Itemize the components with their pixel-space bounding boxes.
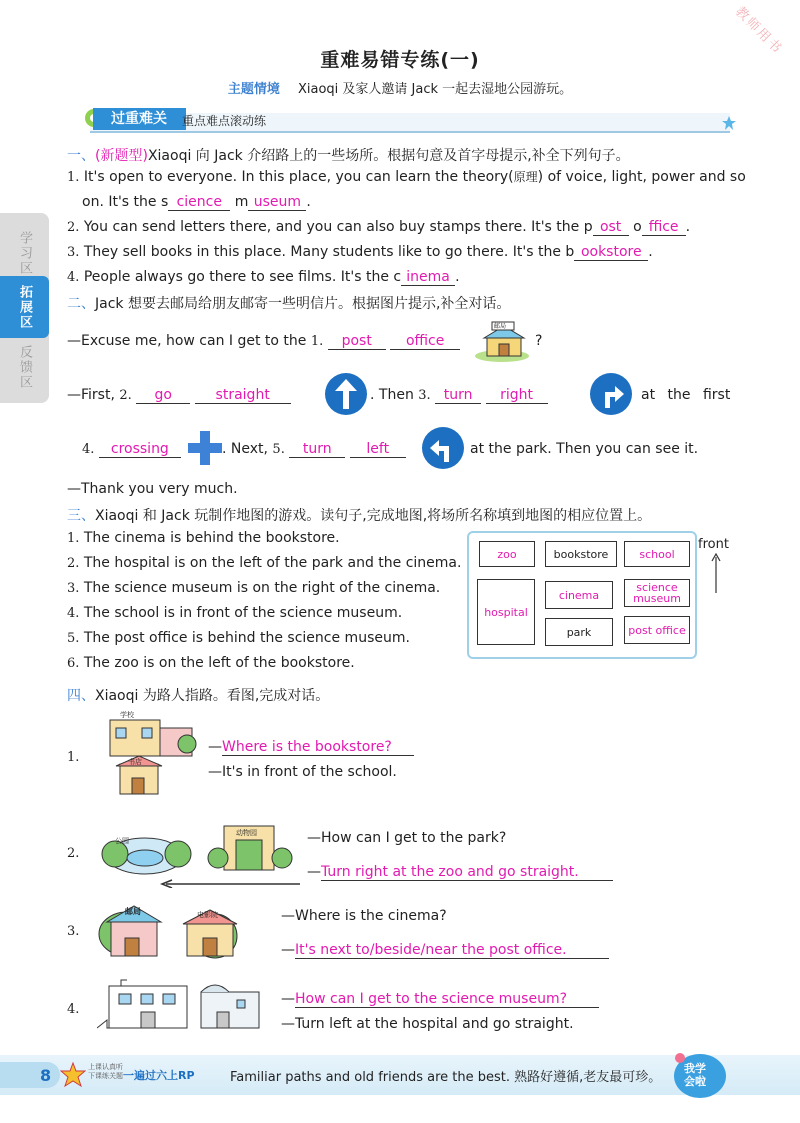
- section-number: 一、: [67, 148, 95, 164]
- s1-question-3: [67, 243, 653, 262]
- text: —Excuse me, how can I get to the: [67, 333, 307, 349]
- s2-line-4: —Thank you very much.: [67, 481, 238, 497]
- map-cell-bookstore[interactable]: bookstore: [545, 541, 617, 567]
- answer-blank[interactable]: ffice: [642, 219, 686, 236]
- question-number: 2.: [67, 556, 80, 571]
- section-instruction: Xiaoqi 和 Jack 玩制作地图的游戏。读句子,完成地图,将场所名称填到地图的相应位置上。: [95, 508, 652, 524]
- s4-q1-line1: [208, 738, 414, 756]
- page-title: 重难易错专练(一): [320, 49, 480, 71]
- bookstore-sign-text: 书店: [128, 758, 142, 766]
- section1-heading: [67, 145, 630, 165]
- question-number: 4.: [67, 1002, 80, 1017]
- map-cell-zoo[interactable]: zoo: [479, 541, 535, 567]
- question-number: 3.: [67, 924, 80, 939]
- corner-stamp-text: 教师用书: [732, 4, 786, 58]
- text: at the first: [641, 387, 731, 403]
- footer-slogan: [88, 1063, 123, 1081]
- sidebar-item-expand[interactable]: [0, 276, 49, 338]
- question-number: 5.: [67, 631, 80, 646]
- s3-sentence: [67, 629, 461, 654]
- section-number: 二、: [67, 296, 95, 312]
- answer-blank[interactable]: It's next to/beside/near the post office.: [295, 942, 609, 959]
- answer-blank[interactable]: post: [328, 333, 386, 350]
- map-cell-school[interactable]: school: [624, 541, 690, 567]
- section-instruction: Xiaoqi 为路人指路。看图,完成对话。: [95, 688, 330, 704]
- section3-heading: [67, 505, 651, 525]
- s1-question-1: [67, 168, 746, 187]
- answer-blank[interactable]: straight: [195, 387, 291, 404]
- text: ) of voice, light, power and so: [537, 169, 746, 185]
- text: You can send letters there, and you can also buy stamps there. It's the p: [83, 219, 593, 235]
- sidebar-label: 学习区: [17, 230, 32, 276]
- slogan-line: 上课认真听: [88, 1063, 123, 1071]
- answer-blank[interactable]: inema: [401, 269, 455, 286]
- sidebar-label: 反馈区: [17, 344, 32, 390]
- s2-line-3: [82, 440, 181, 459]
- answer-blank[interactable]: office: [390, 333, 460, 350]
- text: The school is in front of the science museum.: [83, 605, 403, 621]
- question-number: 4.: [82, 442, 95, 457]
- answer-blank[interactable]: cience: [168, 194, 230, 211]
- text: It's open to everyone. In this place, you can learn the theory(: [83, 169, 514, 185]
- hospital-museum-picture: [97, 976, 267, 1034]
- section-number: 四、: [67, 688, 95, 704]
- star-icon: [722, 116, 736, 134]
- text: —First,: [67, 387, 115, 403]
- bookstore-school-picture: [102, 708, 202, 798]
- s4-q4-line1: [281, 990, 599, 1008]
- footer-proverb: Familiar paths and old friends are the best. 熟路好遵循,老友最可珍。: [230, 1070, 662, 1085]
- section4-heading: [67, 685, 329, 705]
- star-mascot-icon: [60, 1062, 86, 1092]
- s1-question-1-cont: [82, 193, 311, 211]
- map-cell-hospital[interactable]: hospital: [477, 579, 535, 645]
- s3-sentence: [67, 654, 461, 679]
- theme-label: 主题情境: [227, 82, 280, 97]
- s2-line-3b: [222, 440, 406, 459]
- map-front-label: front: [698, 537, 729, 552]
- go-straight-sign-icon: [325, 373, 367, 415]
- question-number: 6.: [67, 656, 80, 671]
- answer-blank[interactable]: go: [136, 387, 190, 404]
- text: at the park. Then you can see it.: [470, 441, 699, 457]
- badge-line: 我学: [684, 1062, 706, 1075]
- park-sign-text: 公园: [115, 837, 129, 845]
- question-number: 1.: [67, 750, 80, 765]
- slogan-line: 下课练关题: [88, 1072, 123, 1080]
- s2-line-1: [67, 332, 460, 351]
- text: They sell books in this place. Many students like to go there. It's the b: [83, 244, 575, 260]
- text: o: [628, 219, 642, 235]
- text: —: [208, 739, 222, 755]
- turn-left-sign-icon: [422, 427, 464, 469]
- crossing-icon: [188, 431, 222, 465]
- map-grid: [467, 531, 697, 659]
- question-number: 1.: [67, 170, 80, 185]
- theme-line: [0, 78, 800, 97]
- answer-blank[interactable]: Turn right at the zoo and go straight.: [321, 864, 613, 881]
- s4-q1-line2: —It's in front of the school.: [208, 764, 397, 780]
- s3-sentence: [67, 529, 461, 554]
- text: —: [281, 991, 295, 1007]
- s1-question-2: [67, 218, 690, 237]
- question-number: 1.: [67, 531, 80, 546]
- s4-q2-line1: —How can I get to the park?: [307, 830, 507, 846]
- answer-blank[interactable]: useum: [248, 194, 306, 211]
- sidebar-item-feedback[interactable]: [0, 336, 49, 398]
- s4-q3-line1: —Where is the cinema?: [281, 908, 447, 924]
- text: on. It's the s: [82, 194, 169, 210]
- sidebar-label: 拓展区: [17, 284, 32, 330]
- answer-blank[interactable]: crossing: [99, 441, 181, 458]
- s3-sentence: [67, 604, 461, 629]
- sidebar-item-learn[interactable]: [0, 222, 49, 284]
- school-sign-text: 学校: [120, 711, 134, 719]
- text: . Next,: [222, 441, 268, 457]
- badge-line: 会啦: [684, 1075, 706, 1088]
- text: ?: [535, 333, 543, 349]
- s4-q2-line2: [307, 863, 613, 881]
- text: . Then: [370, 387, 414, 403]
- text: —: [307, 864, 321, 880]
- s2-line-2: [67, 386, 291, 405]
- section-instruction: Xiaoqi 向 Jack 介绍路上的一些场所。根据句意及首字母提示,补全下列句子。: [147, 148, 630, 164]
- new-question-tag: (新题型): [95, 148, 148, 164]
- badge-text: [684, 1062, 706, 1088]
- question-number: 3.: [67, 581, 80, 596]
- text: The science museum is on the right of the cinema.: [83, 580, 441, 596]
- map-cell-cinema[interactable]: cinema: [545, 581, 613, 609]
- post-office-cinema-picture: [97, 898, 245, 962]
- s3-sentence-list: [67, 529, 461, 679]
- section2-heading: [67, 293, 510, 313]
- answer-blank[interactable]: right: [486, 387, 548, 404]
- answer-blank[interactable]: Where is the bookstore?: [222, 739, 414, 756]
- text: People always go there to see films. It's the c: [83, 269, 402, 285]
- zoo-sign-text: 动物园: [236, 829, 257, 837]
- theme-text: Xiaoqi 及家人邀请 Jack 一起去湿地公园游玩。: [297, 82, 573, 97]
- up-arrow-icon: [711, 553, 721, 597]
- text: —: [281, 942, 295, 958]
- cinema-sign-text: 电影院: [197, 911, 218, 919]
- answer-blank[interactable]: ookstore: [574, 244, 648, 261]
- banner-subtitle: 重点难点滚动练: [182, 114, 267, 128]
- park-zoo-picture: [100, 816, 300, 888]
- text: The cinema is behind the bookstore.: [83, 530, 340, 546]
- post-sign-text: 邮局: [494, 323, 507, 330]
- question-number: 4.: [67, 270, 80, 285]
- text: .: [306, 194, 311, 210]
- question-number: 2.: [67, 220, 80, 235]
- post-sign-text: 邮局: [125, 907, 141, 916]
- question-number: 4.: [67, 606, 80, 621]
- badge-bubble: [672, 1050, 728, 1100]
- question-number: 3.: [67, 245, 80, 260]
- text: 原理: [513, 170, 538, 184]
- text: .: [455, 269, 460, 285]
- s3-sentence: [67, 554, 461, 579]
- map-cell-post-office[interactable]: post office: [624, 616, 690, 644]
- answer-blank[interactable]: turn: [289, 441, 345, 458]
- map-cell-science-museum[interactable]: science museum: [624, 579, 690, 607]
- question-number: 2.: [119, 388, 132, 403]
- text: .: [685, 219, 691, 235]
- text: The zoo is on the left of the bookstore.: [83, 655, 355, 671]
- banner-tag: 过重难关: [93, 108, 186, 130]
- answer-blank[interactable]: left: [350, 441, 406, 458]
- question-number: 3.: [418, 388, 431, 403]
- page-number: 8: [40, 1066, 52, 1085]
- s3-sentence: [67, 579, 461, 604]
- post-office-picture: [474, 318, 532, 362]
- s4-q4-line2: —Turn left at the hospital and go straight.: [281, 1016, 574, 1032]
- question-number: 1.: [310, 334, 324, 349]
- map-cell-park[interactable]: park: [545, 618, 613, 646]
- text: The post office is behind the science museum.: [83, 630, 410, 646]
- section-instruction: Jack 想要去邮局给朋友邮寄一些明信片。根据图片提示,补全对话。: [95, 296, 511, 312]
- text: m: [230, 194, 249, 210]
- text: .: [648, 244, 653, 260]
- question-number: 2.: [67, 846, 80, 861]
- s4-q3-line2: [281, 941, 609, 959]
- s1-question-4: [67, 268, 460, 287]
- answer-blank[interactable]: ost: [593, 219, 629, 236]
- turn-right-sign-icon: [590, 373, 632, 415]
- answer-blank[interactable]: How can I get to the science museum?: [295, 991, 599, 1008]
- text: The hospital is on the left of the park and the cinema.: [83, 555, 462, 571]
- question-number: 5.: [272, 442, 285, 457]
- footer-brand: 一遍过六上RP: [123, 1069, 195, 1082]
- section-number: 三、: [67, 508, 95, 524]
- answer-blank[interactable]: turn: [435, 387, 481, 404]
- s2-line-2b: [370, 386, 548, 405]
